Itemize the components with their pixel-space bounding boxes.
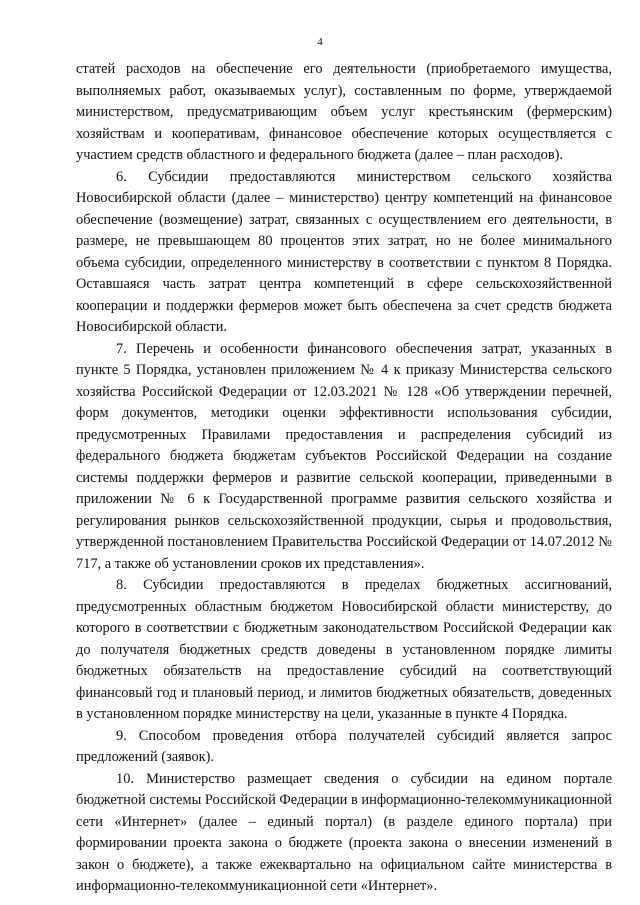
paragraph-item-6: 6. Субсидии предоставляются министерством сельского хозяйства Новосибирской области (далее – министерство) центру компетенций на финансовое обеспечение (возмещение) затрат, связанных с осуществлением его деятельности, в размере, не превышающем 80 процентов этих затрат, но не более минимального объема субсидии, определенного министерству в соответствии с пунктом 8 Порядка. Оставшаяся часть затрат центра компетенций в сфере сельскохозяйственной кооперации и поддержки фермеров может быть обеспечена за счет средств бюджета Новосибирской области. <box>76 168 612 335</box>
document-body <box>76 59 612 898</box>
paragraph-item-10: 10. Министерство размещает сведения о субсидии на едином портале бюджетной системы Российской Федерации в информационно-телекоммуникационной сети «Интернет» (далее – единый портал) (в разделе единого портала) при формировании проекта закона о бюджете (проекта закона о внесении изменений в закон о бюджете), а также ежеквартально на официальном сайте министерства в информационно-телекоммуникационной сети «Интернет». <box>76 770 612 894</box>
paragraph-item-8: 8. Субсидии предоставляются в пределах бюджетных ассигнований, предусмотренных областным бюджетом Новосибирской области министерству, до которого в соответствии с бюджетным законодательством Российской Федерации как до получателя бюджетных средств доведены в установленном порядке лимиты бюджетных обязательств на предоставление субсидий на соответствующий финансовый год и плановый период, и лимитов бюджетных обязательств, доведенных в установленном порядке министерству на цели, указанные в пункте 4 Порядка. <box>76 577 612 722</box>
paragraph-item-9: 9. Способом проведения отбора получателей субсидий является запрос предложений (заявок). <box>76 727 612 765</box>
paragraph-item-7: 7. Перечень и особенности финансового обеспечения затрат, указанных в пункте 5 Порядка, установлен приложением № 4 к приказу Министерства сельского хозяйства Российской Федерации от 12.03.2021 № 128 «Об утверждении перечней, форм документов, методики оценки эффективности использования субсидии, предусмотренных Правилами предоставления и распределения субсидий из федерального бюджета бюджетам субъектов Российской Федерации на создание системы поддержки фермеров и развитие сельской кооперации, приведенными в приложении № 6 к Государственной программе развития сельского хозяйства и регулирования рынков сельскохозяйственной продукции, сырья и продовольствия, утвержденной постановлением Правительства Российской Федерации от 14.07.2012 № 717, а также об установлении сроков их представления». <box>76 340 612 572</box>
page-number: 4 <box>317 36 323 48</box>
paragraph-continuation: статей расходов на обеспечение его деятельности (приобретаемого имущества, выполняемых работ, оказываемых услуг), составленным по форме, утверждаемой министерством, предусматривающим объем услуг крестьянским (фермерским) хозяйствам и кооперативам, финансовое обеспечение которых осуществляется с участием средств областного и федерального бюджета (далее – план расходов). <box>76 61 612 163</box>
